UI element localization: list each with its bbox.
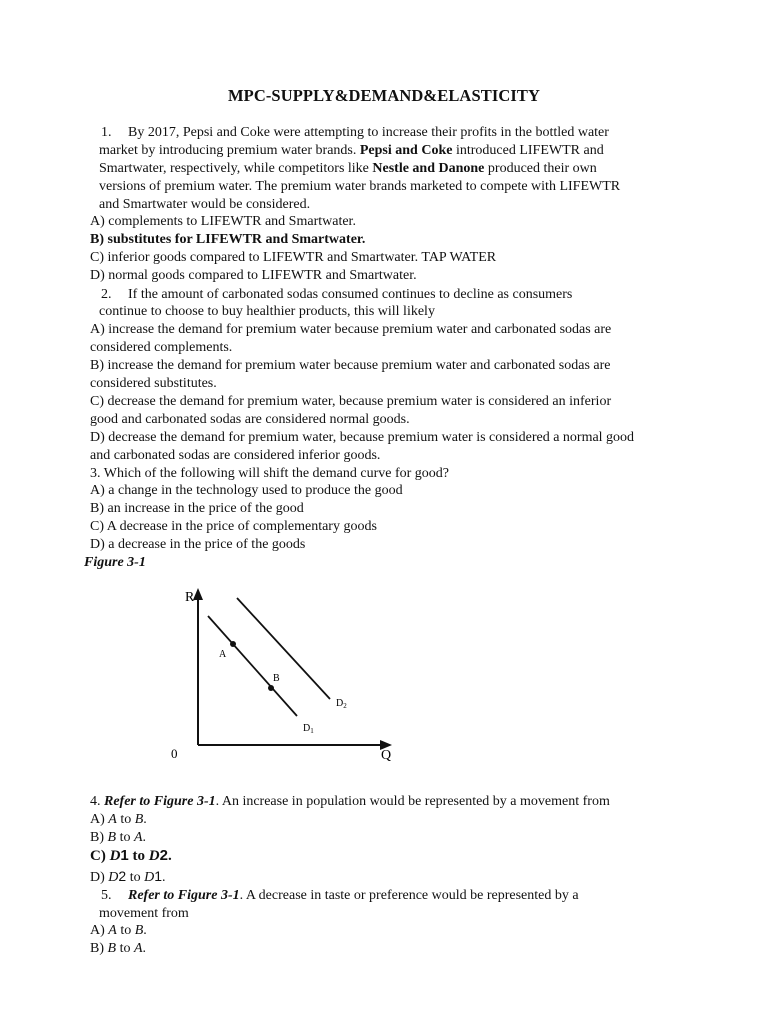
q5-number: 5. [101,888,112,903]
point-a-label: A [219,649,227,660]
q5-option-a: A) A to B. [90,923,147,938]
point-b-label: B [273,673,280,684]
q2-option-a-line-2: considered complements. [90,340,233,355]
q2-option-d-line-2: and carbonated sodas are considered inferior goods. [90,448,381,463]
demand-curve-figure [150,580,410,770]
q4-option-a: A) A to B. [90,812,147,827]
page-title: MPC-SUPPLY&DEMAND&ELASTICITY [227,86,541,105]
q1-option-a: A) complements to LIFEWTR and Smartwater. [90,214,356,229]
q2-option-b-line-1: B) increase the demand for premium water because premium water and carbonated sodas are [90,358,611,373]
q1-line-3: Smartwater, respectively, while competitors like Nestle and Danone produced their own [99,161,597,176]
origin-label: 0 [171,746,178,761]
q2-option-d-line-1: D) decrease the demand for premium water, because premium water is considered a normal good [90,430,635,445]
q3-option-d: D) a decrease in the price of the goods [90,537,306,552]
q2-option-c-line-2: good and carbonated sodas are considered normal goods. [90,412,410,427]
y-axis-arrow-icon [193,588,203,600]
q1-line-1: By 2017, Pepsi and Coke were attempting to increase their profits in the bottled water [128,125,609,140]
q5-option-b: B) B to A. [90,941,147,956]
demand-curve-d2 [237,598,330,699]
q5-line-2: movement from [99,906,189,921]
q3-option-c: C) A decrease in the price of complementary goods [90,519,377,534]
y-axis-label: R [185,590,195,605]
q3-option-b: B) an increase in the price of the good [90,501,304,516]
q2-line-2: continue to choose to buy healthier products, this will likely [99,304,435,319]
q3-stem: 3. Which of the following will shift the demand curve for good? [90,466,449,481]
q2-line-1: If the amount of carbonated sodas consumed continues to decline as consumers [128,287,573,302]
q4-option-b: B) B to A. [90,830,147,845]
q2-number: 2. [101,287,112,302]
q1-option-b: B) substitutes for LIFEWTR and Smartwater. [90,232,366,247]
q2-option-b-line-2: considered substitutes. [90,376,217,391]
q1-number: 1. [101,125,112,140]
q1-option-c: C) inferior goods compared to LIFEWTR and Smartwater. TAP WATER [90,250,497,265]
q4-option-c: C) D1 to D2. [90,847,172,864]
q4-stem: 4. Refer to Figure 3-1. An increase in population would be represented by a movement from [90,794,610,809]
q5-line-1: Refer to Figure 3-1. A decrease in taste or preference would be represented by a [128,888,579,903]
figure-caption: Figure 3-1 [84,555,146,570]
q1-line-4: versions of premium water. The premium water brands marketed to compete with LIFEWTR [99,179,621,194]
q2-option-a-line-1: A) increase the demand for premium water because premium water and carbonated sodas are [90,322,612,337]
point-b [268,685,274,691]
d2-label: $D_2$ [336,698,347,710]
q1-line-2: market by introducing premium water brands. Pepsi and Coke introduced LIFEWTR and [99,143,604,158]
q3-option-a: A) a change in the technology used to produce the good [90,483,403,498]
q1-option-d: D) normal goods compared to LIFEWTR and Smartwater. [90,268,417,283]
demand-curve-d1 [208,616,297,716]
point-a [230,641,236,647]
q4-option-d: D) D2 to D1. [90,868,166,885]
q1-line-5: and Smartwater would be considered. [99,197,311,212]
d1-label: $D_1$ [303,723,314,735]
x-axis-label: Q [381,748,392,763]
q2-option-c-line-1: C) decrease the demand for premium water, because premium water is considered an inferior [90,394,612,409]
